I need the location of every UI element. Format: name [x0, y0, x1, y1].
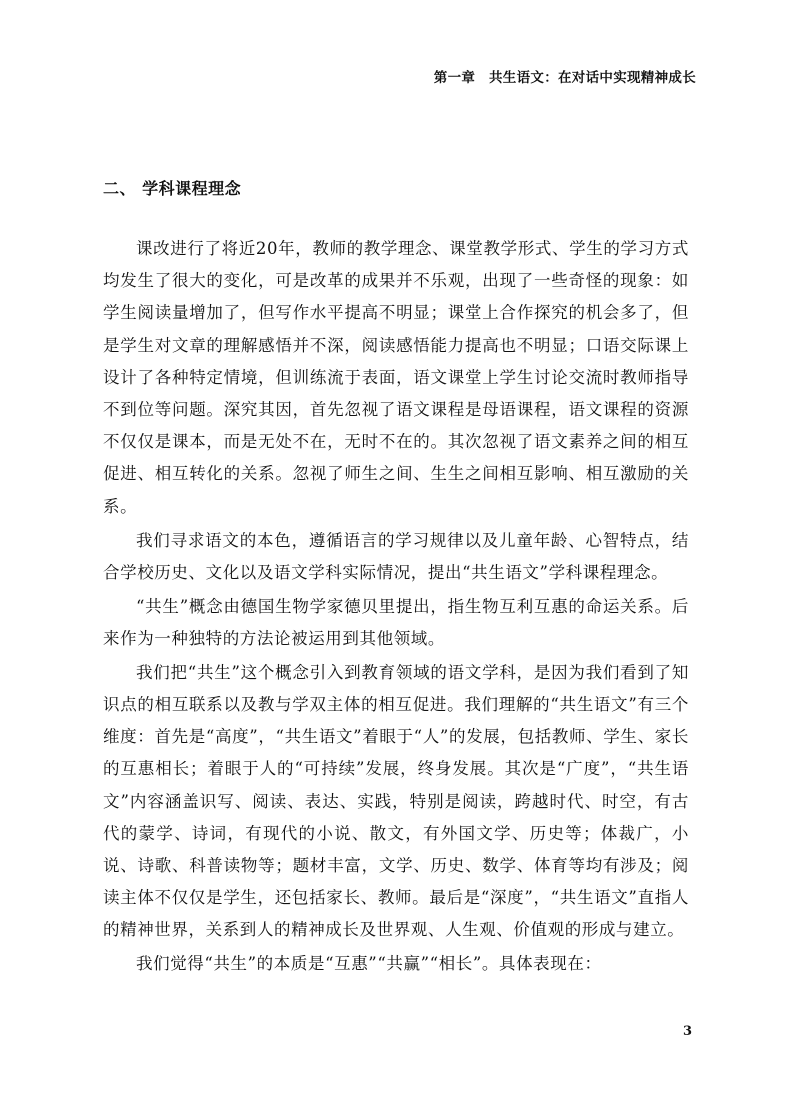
- paragraph-3: “共生”概念由德国生物学家德贝里提出，指生物互利互惠的命运关系。后来作为一种独特的方法论被运用到其他领域。: [103, 596, 689, 648]
- paragraph-2: 我们寻求语文的本色，遵循语言的学习规律以及儿童年龄、心智特点，结合学校历史、文化以及语文学科实际情况，提出“共生语文”学科课程理念。: [103, 530, 689, 582]
- paragraph-5: 我们觉得“共生”的本质是“互惠”“共赢”“相长”。具体表现在：: [136, 954, 602, 974]
- paragraph-1: 课改进行了将近20年，教师的教学理念、课堂教学形式、学生的学习方式均发生了很大的变化，可是改革的成果并不乐观，出现了一些奇怪的现象：如学生阅读量增加了，但写作水平提高不明显；课堂上合作探究的机会多了，但是学生对文章的理解感悟并不深，阅读感悟能力提高也不明显；口语交际课上设计了各种特定情境，但训练流于表面，语文课堂上学生讨论交流时教师指导不到位等问题。深究其因，首先忽视了语文课程是母语课程，语文课程的资源不仅仅是课本，而是无处不在，无时不在的。其次忽视了语文素养之间的相互促进、相互转化的关系。忽视了师生之间、生生之间相互影响、相互激励的关系。: [103, 239, 689, 516]
- running-header: 第一章 共生语文：在对话中实现精神成长: [433, 70, 696, 86]
- body-text: [103, 233, 689, 982]
- paragraph-4: 我们把“共生”这个概念引入到教育领域的语文学科，是因为我们看到了知识点的相互联系以及教与学双主体的相互促进。我们理解的“共生语文”有三个维度：首先是“高度”，“共生语文”着眼于“人”的发展，包括教师、学生、家长的互惠相长；着眼于人的“可持续”发展，终身发展。其次是“广度”，“共生语文”内容涵盖识写、阅读、表达、实践，特别是阅读，跨越时代、时空，有古代的蒙学、诗词，有现代的小说、散文，有外国文学、历史等；体裁广，小说、诗歌、科普读物等；题材丰富，文学、历史、数学、体育等均有涉及；阅读主体不仅仅是学生，还包括家长、教师。最后是“深度”，“共生语文”直指人的精神世界，关系到人的精神成长及世界观、人生观、价值观的形成与建立。: [103, 662, 689, 940]
- page-number: 3: [682, 1024, 692, 1039]
- section-heading: 二、 学科课程理念: [103, 179, 242, 198]
